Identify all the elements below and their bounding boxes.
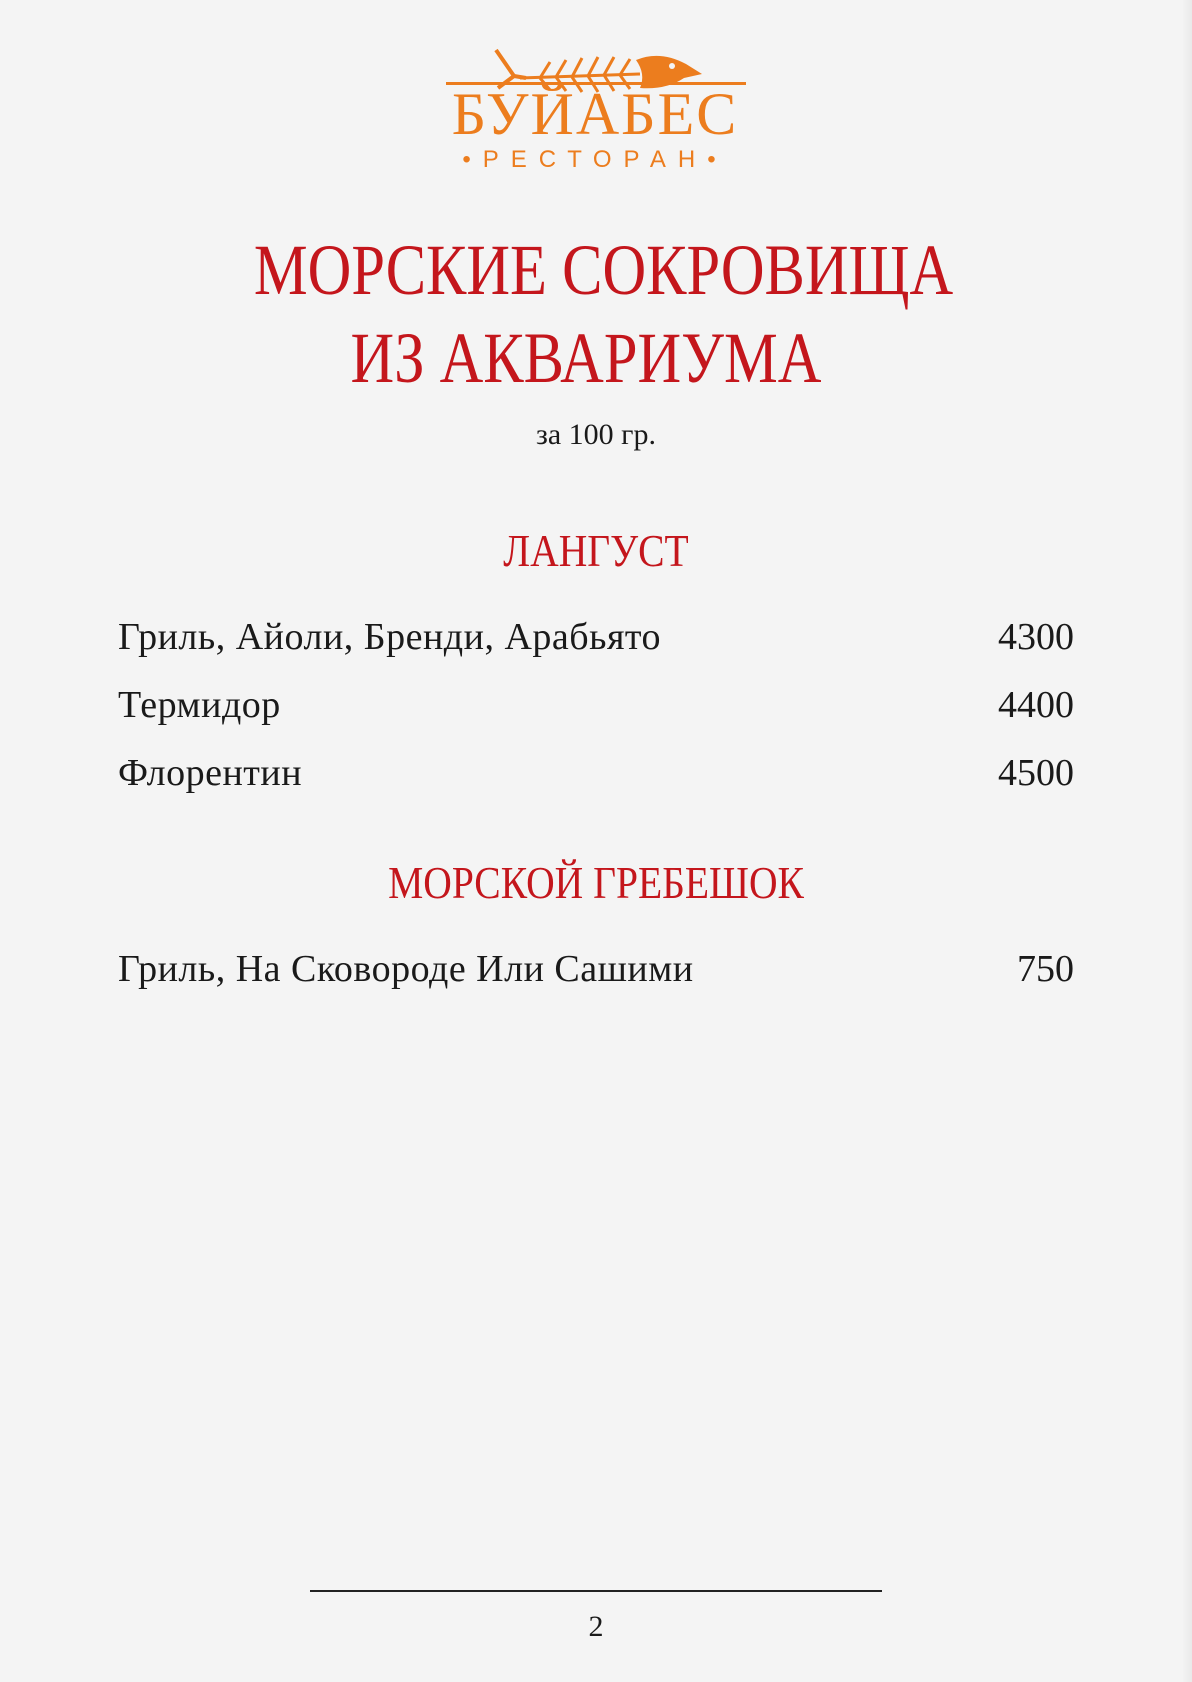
menu-item xyxy=(118,618,1074,656)
logo-name: БУЙАБЕС xyxy=(451,81,739,147)
menu-item-name: Флорентин xyxy=(118,752,303,794)
page-subtitle: за 100 гр. xyxy=(536,418,656,451)
page-title-line-2: ИЗ АКВАРИУМА xyxy=(350,318,822,398)
restaurant-logo xyxy=(440,44,760,179)
menu-item-price: 750 xyxy=(1017,948,1074,990)
menu-item-name: Гриль, Айоли, Бренди, Арабьято xyxy=(118,616,662,658)
menu-item-price: 4300 xyxy=(998,616,1074,658)
page-number: 2 xyxy=(588,1610,604,1643)
section-title-scallop: МОРСКОЙ ГРЕБЕШОК xyxy=(388,857,804,908)
logo-subtitle: •РЕСТОРАН• xyxy=(462,146,728,173)
menu-item xyxy=(118,950,1074,988)
menu-item-price: 4400 xyxy=(998,684,1074,726)
section-title-langust: ЛАНГУСТ xyxy=(503,525,689,576)
page-edge xyxy=(1182,0,1192,1682)
page-title-line-1: МОРСКИЕ СОКРОВИЩА xyxy=(253,230,954,310)
menu-item xyxy=(118,754,1074,792)
footer-divider xyxy=(310,1590,882,1592)
menu-item xyxy=(118,686,1074,724)
menu-item-name: Гриль, На Сковороде Или Сашими xyxy=(118,948,694,990)
menu-item-name: Термидор xyxy=(118,684,281,726)
menu-item-price: 4500 xyxy=(998,752,1074,794)
